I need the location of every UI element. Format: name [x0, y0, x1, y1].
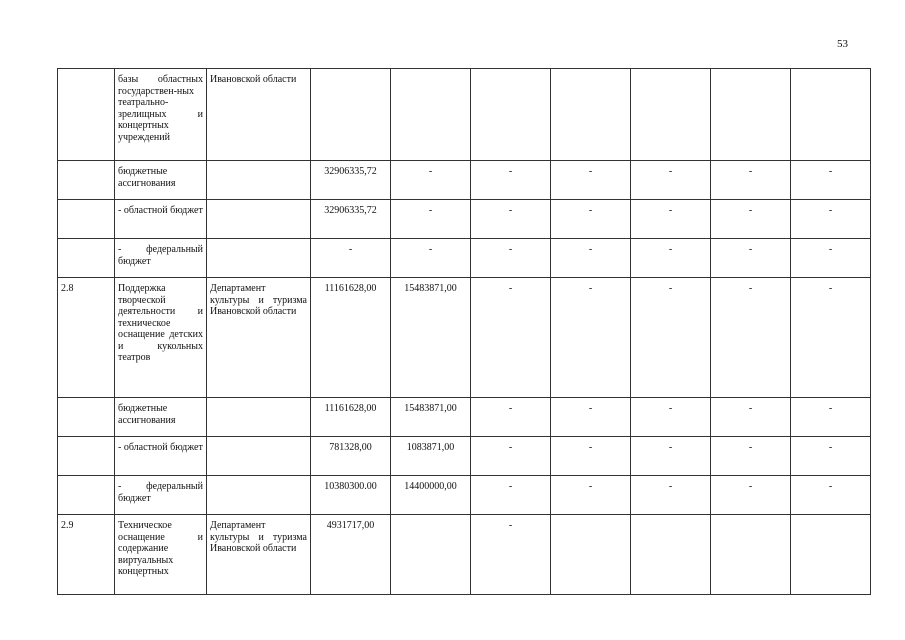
row-number-cell [58, 398, 115, 437]
value-cell: - [711, 161, 791, 200]
event-name-cell: бюджетные ассигнования [115, 398, 207, 437]
executor-cell [207, 200, 311, 239]
value-cell [711, 69, 791, 161]
event-name-cell: базы областных государствен-ных театрально-зрелищных и концертных учреждений [115, 69, 207, 161]
value-cell [631, 515, 711, 595]
value-cell: - [551, 278, 631, 398]
row-number-cell [58, 200, 115, 239]
value-cell: - [471, 398, 551, 437]
value-cell: - [391, 200, 471, 239]
value-cell: - [471, 161, 551, 200]
row-number-cell [58, 476, 115, 515]
value-cell: - [791, 437, 871, 476]
value-cell: 10380300.00 [311, 476, 391, 515]
value-cell: 32906335,72 [311, 200, 391, 239]
value-cell: - [551, 398, 631, 437]
value-cell: - [391, 239, 471, 278]
value-cell: 11161628,00 [311, 278, 391, 398]
executor-cell [207, 161, 311, 200]
value-cell: - [791, 476, 871, 515]
budget-table [57, 68, 871, 595]
row-number-cell [58, 69, 115, 161]
value-cell [711, 515, 791, 595]
event-name-cell: бюджетные ассигнования [115, 161, 207, 200]
event-name-cell: - федеральный бюджет [115, 239, 207, 278]
value-cell: - [631, 161, 711, 200]
executor-cell [207, 437, 311, 476]
value-cell: - [471, 476, 551, 515]
value-cell: - [711, 239, 791, 278]
value-cell: - [551, 161, 631, 200]
row-number-cell: 2.9 [58, 515, 115, 595]
executor-cell: Департамент культуры и туризма Ивановской области [207, 278, 311, 398]
value-cell: - [551, 239, 631, 278]
value-cell: - [631, 200, 711, 239]
table-row [58, 161, 871, 200]
value-cell [791, 515, 871, 595]
value-cell: - [791, 239, 871, 278]
table-body [58, 69, 871, 595]
executor-cell: Ивановской области [207, 69, 311, 161]
row-number-cell [58, 239, 115, 278]
value-cell [311, 69, 391, 161]
event-name-cell: Техническое оснащение и содержание виртуальных концертных [115, 515, 207, 595]
event-name-cell: - федеральный бюджет [115, 476, 207, 515]
row-number-cell [58, 437, 115, 476]
value-cell: - [631, 437, 711, 476]
value-cell: - [631, 476, 711, 515]
table-row [58, 437, 871, 476]
value-cell [551, 515, 631, 595]
value-cell: 15483871,00 [391, 278, 471, 398]
value-cell [391, 69, 471, 161]
value-cell: - [711, 437, 791, 476]
value-cell: - [391, 161, 471, 200]
page-number: 53 [837, 38, 848, 50]
table-row [58, 200, 871, 239]
value-cell: - [471, 515, 551, 595]
event-name-cell: Поддержка творческой деятельности и техническое оснащение детских и кукольных театров [115, 278, 207, 398]
value-cell: - [311, 239, 391, 278]
value-cell: - [791, 200, 871, 239]
value-cell: - [471, 278, 551, 398]
table-row [58, 278, 871, 398]
value-cell [791, 69, 871, 161]
executor-cell: Департамент культуры и туризма Ивановской области [207, 515, 311, 595]
value-cell: - [551, 437, 631, 476]
value-cell: - [711, 476, 791, 515]
value-cell: - [551, 200, 631, 239]
value-cell: 11161628,00 [311, 398, 391, 437]
value-cell: - [711, 278, 791, 398]
value-cell: - [551, 476, 631, 515]
value-cell: - [631, 239, 711, 278]
value-cell: - [631, 398, 711, 437]
executor-cell [207, 239, 311, 278]
value-cell [631, 69, 711, 161]
value-cell: 15483871,00 [391, 398, 471, 437]
value-cell: - [791, 398, 871, 437]
table-row [58, 476, 871, 515]
value-cell [391, 515, 471, 595]
value-cell: - [711, 200, 791, 239]
table-row [58, 239, 871, 278]
value-cell: - [631, 278, 711, 398]
value-cell: 14400000,00 [391, 476, 471, 515]
table-row [58, 515, 871, 595]
value-cell: - [791, 278, 871, 398]
event-name-cell: - областной бюджет [115, 437, 207, 476]
row-number-cell: 2.8 [58, 278, 115, 398]
value-cell: - [471, 437, 551, 476]
value-cell: - [791, 161, 871, 200]
value-cell: 1083871,00 [391, 437, 471, 476]
executor-cell [207, 398, 311, 437]
value-cell: - [711, 398, 791, 437]
value-cell [471, 69, 551, 161]
value-cell: - [471, 200, 551, 239]
value-cell: - [471, 239, 551, 278]
value-cell: 32906335,72 [311, 161, 391, 200]
event-name-cell: - областной бюджет [115, 200, 207, 239]
executor-cell [207, 476, 311, 515]
row-number-cell [58, 161, 115, 200]
table-row [58, 398, 871, 437]
value-cell: 4931717,00 [311, 515, 391, 595]
value-cell: 781328,00 [311, 437, 391, 476]
value-cell [551, 69, 631, 161]
table-row [58, 69, 871, 161]
